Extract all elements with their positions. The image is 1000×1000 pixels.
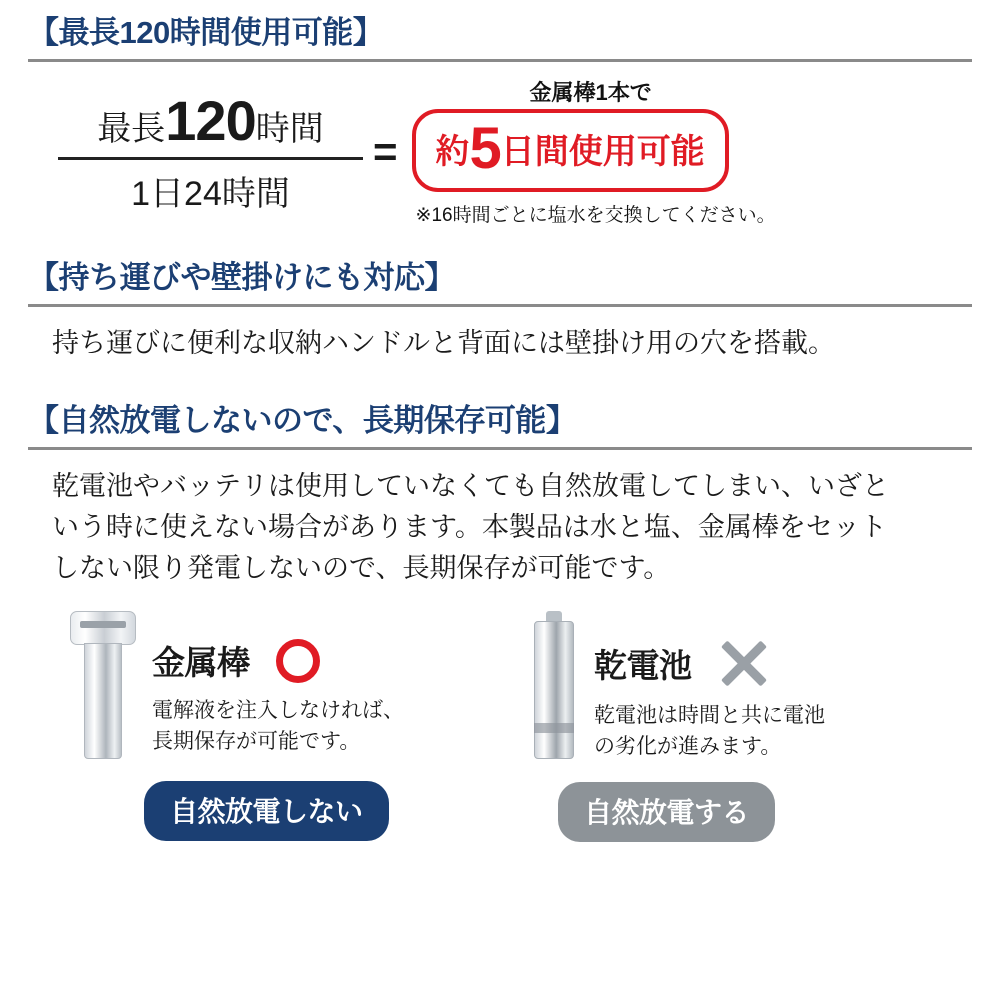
usage-callout: [412, 76, 776, 227]
section-no-self-discharge: [28, 404, 972, 842]
fraction: [58, 88, 363, 215]
body-line: しない限り発電しないので、長期保存が可能です。: [52, 553, 671, 584]
numerator-value: 120: [165, 89, 256, 153]
desc-line: 電解液を注入しなければ、: [152, 699, 404, 723]
equals-sign: =: [373, 127, 398, 175]
divider: [28, 447, 972, 450]
body-line: いう時に使えない場合があります。本製品は水と塩、金属棒をセット: [52, 512, 887, 543]
comparison-row: [28, 611, 972, 842]
callout-footnote: ※16時間ごとに塩水を交換してください。: [415, 205, 776, 227]
numerator-prefix: 最長: [97, 110, 166, 149]
metal-rod-desc: [152, 696, 404, 757]
section-portability: [28, 261, 972, 364]
desc-line: 乾電池は時間と共に電池: [594, 704, 825, 728]
callout-note: 金属棒1本で: [529, 80, 652, 106]
callout-suffix: 日間使用可能: [500, 133, 705, 172]
metal-rod-icon: [68, 611, 138, 761]
usage-formula: [28, 76, 972, 227]
metal-rod-label: 金属棒: [152, 644, 250, 682]
fraction-denominator: [131, 160, 290, 215]
callout-box: [412, 109, 729, 192]
comparison-item-dry-cell: [528, 611, 958, 842]
cross-x-icon: [718, 637, 770, 689]
section-heading-portability: 【持ち運びや壁掛けにも対応】: [28, 260, 455, 296]
dry-cell-battery-icon: [528, 611, 580, 761]
no-self-discharge-body: [28, 466, 972, 589]
denominator-value: 1日24時間: [131, 175, 290, 214]
divider: [28, 304, 972, 307]
desc-line: 長期保存が可能です。: [152, 729, 361, 753]
divider: [28, 59, 972, 62]
dry-cell-label: 乾電池: [594, 646, 692, 684]
circle-o-icon: [276, 639, 320, 683]
desc-line: の劣化が進みます。: [594, 734, 782, 758]
portability-body: 持ち運びに便利な収納ハンドルと背面には壁掛け用の穴を搭載。: [52, 328, 835, 359]
section-heading-battery-life: 【最長120時間使用可能】: [28, 15, 384, 50]
dry-cell-desc: [594, 701, 825, 762]
metal-rod-pill: 自然放電しない: [144, 781, 389, 841]
dry-cell-pill: 自然放電する: [558, 782, 775, 842]
section-battery-life: [28, 16, 972, 227]
callout-value: 5: [469, 116, 501, 182]
fraction-numerator: [97, 88, 323, 157]
numerator-unit: 時間: [255, 110, 324, 149]
body-line: 乾電池やバッテリは使用していなくても自然放電してしまい、いざと: [52, 471, 889, 502]
section-heading-no-self-discharge: 【自然放電しないので、長期保存可能】: [28, 403, 577, 439]
comparison-item-metal-rod: [68, 611, 528, 842]
callout-prefix: 約: [435, 133, 470, 172]
